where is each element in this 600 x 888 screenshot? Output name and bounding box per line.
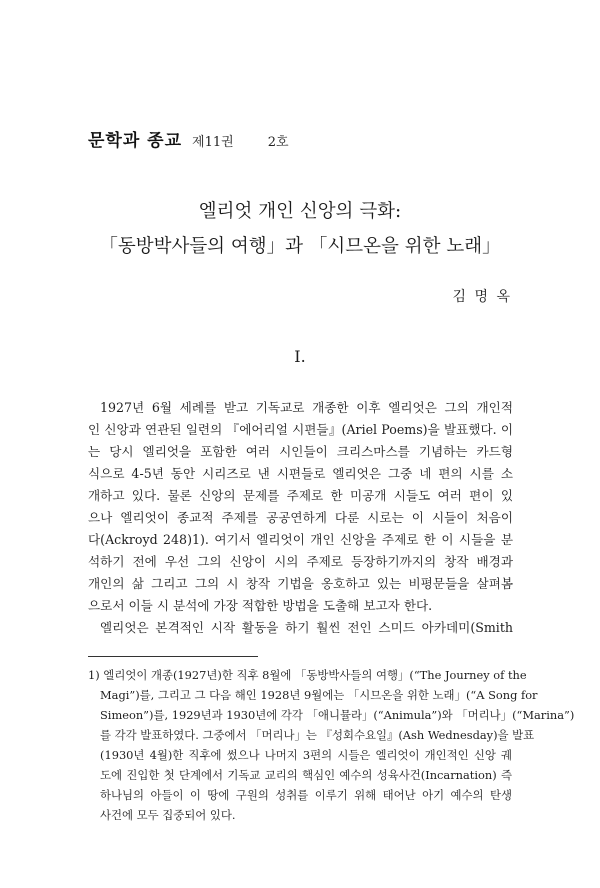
footnote-line: 하나님의 아들이 이 땅에 구원의 성취를 이루기 위해 태어난 아기 예수의 탄생 [100,788,512,802]
volume-number: 제11권 [192,135,234,150]
footnote-line: 도에 진입한 첫 단계에서 기독교 교리의 핵심인 예수의 성육사건(Incarnation) 즉 [100,768,512,782]
body-line: 1927년 6월 세례를 받고 기독교로 개종한 이후 엘리엇은 그의 개인적 [100,400,513,415]
body-line: 으나 엘리엇이 종교적 주제를 공공연하게 다룬 시로는 이 시들이 처음이 [88,510,513,525]
author-name: 김 명 옥 [452,289,512,305]
body-line: 는 당시 엘리엇을 포함한 여러 시인들이 크리스마스를 기념하는 카드형 [88,444,513,459]
footnote-separator [88,656,258,657]
body-line: 인 신앙과 연관된 일련의 『에어리얼 시편들』(Ariel Poems)을 발표했다. 이 [88,422,513,437]
footnote-line: Magi”)를, 그리고 그 다음 해인 1928년 9월에는 「시므온을 위한 노래」(“A Song for [100,688,538,702]
body-line: 식으로 4-5년 동안 시리즈로 낸 시편들로 엘리엇은 그중 네 편의 시를 소 [88,466,513,481]
footnote-line: 사건에 모두 집중되어 있다. [100,808,236,822]
footnote-line: 를 각각 발표하였다. 그중에서 「머리나」는 『성회수요일』(Ash Wednesday)을 발표 [100,728,535,742]
article-title-line-2: 「동방박사들의 여행」과 「시므온을 위한 노래」 [99,236,501,257]
footnote-line: 1) 엘리엇이 개종(1927년)한 직후 8월에 「동방박사들의 여행」(“The Journey of the [88,668,527,682]
body-line: 다(Ackroyd 248)1). 여기서 엘리엇이 개인 신앙을 주제로 한 이 시들을 분 [88,532,513,547]
article-title-line-1: 엘리엇 개인 신앙의 극화: [198,201,402,222]
body-line: 개하고 있다. 물론 신앙의 문제를 주제로 한 미공개 시들도 여러 편이 있 [88,488,513,503]
body-line: 엘리엇은 본격적인 시작 활동을 하기 훨씬 전인 스미드 아카데미(Smith [100,620,513,635]
footnote-line: (1930년 4월)한 직후에 썼으나 나머지 3편의 시들은 엘리엇이 개인적인 신앙 궤 [100,748,512,762]
running-header [88,126,289,151]
section-heading: I. [294,347,306,366]
footnote-line: Simeon”)를, 1929년과 1930년에 각각 「애니뮬라」(“Animula”)와 「머리나」(“Marina”) [100,708,575,722]
issue-number: 2호 [267,135,289,150]
journal-name: 문학과 종교 [88,131,183,151]
body-line: 으로서 이들 시 분석에 가장 적합한 방법을 도출해 보고자 한다. [88,598,433,613]
body-line: 석하기 전에 우선 그의 신앙이 시의 주제로 등장하기까지의 창작 배경과 [88,554,513,569]
body-line: 개인의 삶 그리고 그의 시 창작 기법을 옹호하고 있는 비평문들을 살펴봄 [88,576,513,591]
